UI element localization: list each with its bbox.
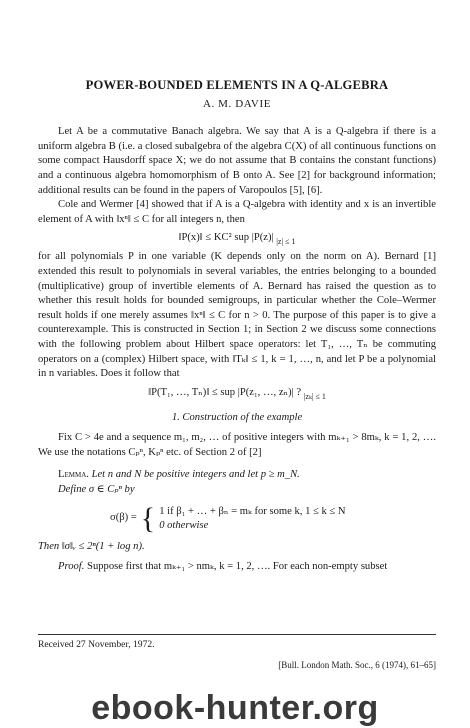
page-footer — [38, 634, 436, 670]
paper-page — [38, 78, 436, 575]
equation-1 — [38, 231, 436, 246]
paragraph-intro: Let A be a commutative Banach algebra. We say that A is a Q-algebra if there is a uniform algebra B (i.e. a closed subalgebra of the algebra C(X) of all continuous functions on some compact Hausdorff space X; we do not assume that B contains the constant functions) and a continuous algebra homomorphism of B onto A. See [2] for background information; additional results can be found in the papers of Varopoulos [5], [6]. — [38, 126, 436, 196]
lemma-conclusion: Then ‖σ‖ᵥ ≤ 2ⁿ(1 + log n). — [38, 540, 145, 552]
journal-citation: [Bull. London Math. Soc., 6 (1974), 61–65] — [278, 660, 436, 670]
lemma-define: Define σ ∈ Cₚⁿ by — [58, 484, 135, 496]
equation-2-body: ‖P(T₁, …, Tₙ)‖ ≤ sup |P(z₁, …, zₙ)| ? — [148, 386, 302, 398]
sigma-definition — [110, 501, 436, 535]
sigma-lhs: σ(β) = — [110, 512, 137, 524]
proof-text: Suppose first that mₖ₊₁ > nmₖ, k = 1, 2, …. For each non-empty subset — [87, 561, 388, 573]
equation-2 — [38, 386, 436, 401]
received-date: Received 27 November, 1972. — [38, 639, 155, 650]
equation-1-subscript: |z| ≤ 1 — [276, 237, 296, 247]
equation-2-subscript: |zₖ| ≤ 1 — [303, 391, 326, 401]
sigma-case-2: 0 otherwise — [159, 519, 209, 531]
paper-title: POWER-BOUNDED ELEMENTS IN A Q-ALGEBRA — [85, 78, 389, 92]
footer-rule — [38, 634, 436, 635]
lemma-statement: Let n and N be positive integers and let p ≥ m_N. — [91, 469, 300, 481]
lemma — [38, 468, 436, 483]
brace-icon: { — [140, 501, 156, 535]
equation-1-body: ‖P(x)‖ ≤ KC² sup |P(z)| — [178, 232, 274, 244]
paper-author: A. M. DAVIE — [202, 97, 272, 110]
paragraph-bernard: for all polynomials P in one variable (K depends only on the norm on A). Bernard [1] extended this result to polynomials in several variables, the entries belonging to a bounded (multiplicative) group of invertible elements of A. Bernard has raised the question as to whether this result holds for bounded semigroups, in particular whether the Cole–Wermer result holds if one merely assumes ‖xⁿ‖ ≤ C for n > 0. The purpose of this paper is to give a counterexample. This is constructed in Section 1; in Section 2 we discuss some connections with the following problem about Hilbert space operators: let T₁, …, Tₙ be commuting operators on a (complex) Hilbert space, with ‖Tₖ‖ ≤ 1, k = 1, …, n, and let P be a polynomial in n variables. Does it follow that — [38, 251, 436, 380]
proof-label: Proof. — [58, 561, 85, 573]
watermark-banner: ebook-hunter.org — [91, 689, 379, 727]
section-heading: 1. Construction of the example — [171, 411, 303, 423]
proof — [38, 560, 436, 575]
paragraph-cole-wermer: Cole and Wermer [4] showed that if A is a Q-algebra with identity and x is an invertible element of A with ‖xⁿ‖ ≤ C for all integers n, then — [38, 199, 436, 225]
paragraph-construction: Fix C > 4e and a sequence m₁, m₂, … of positive integers with mₖ₊₁ > 8mₖ, k = 1, 2, …. We use the notations Cₚⁿ, Kₚⁿ etc. of Section 2 of [2] — [38, 432, 436, 458]
lemma-label: Lemma. — [58, 469, 89, 481]
sigma-case-1: 1 if β₁ + … + βₙ = mₖ for some k, 1 ≤ k ≤ N — [159, 505, 346, 517]
